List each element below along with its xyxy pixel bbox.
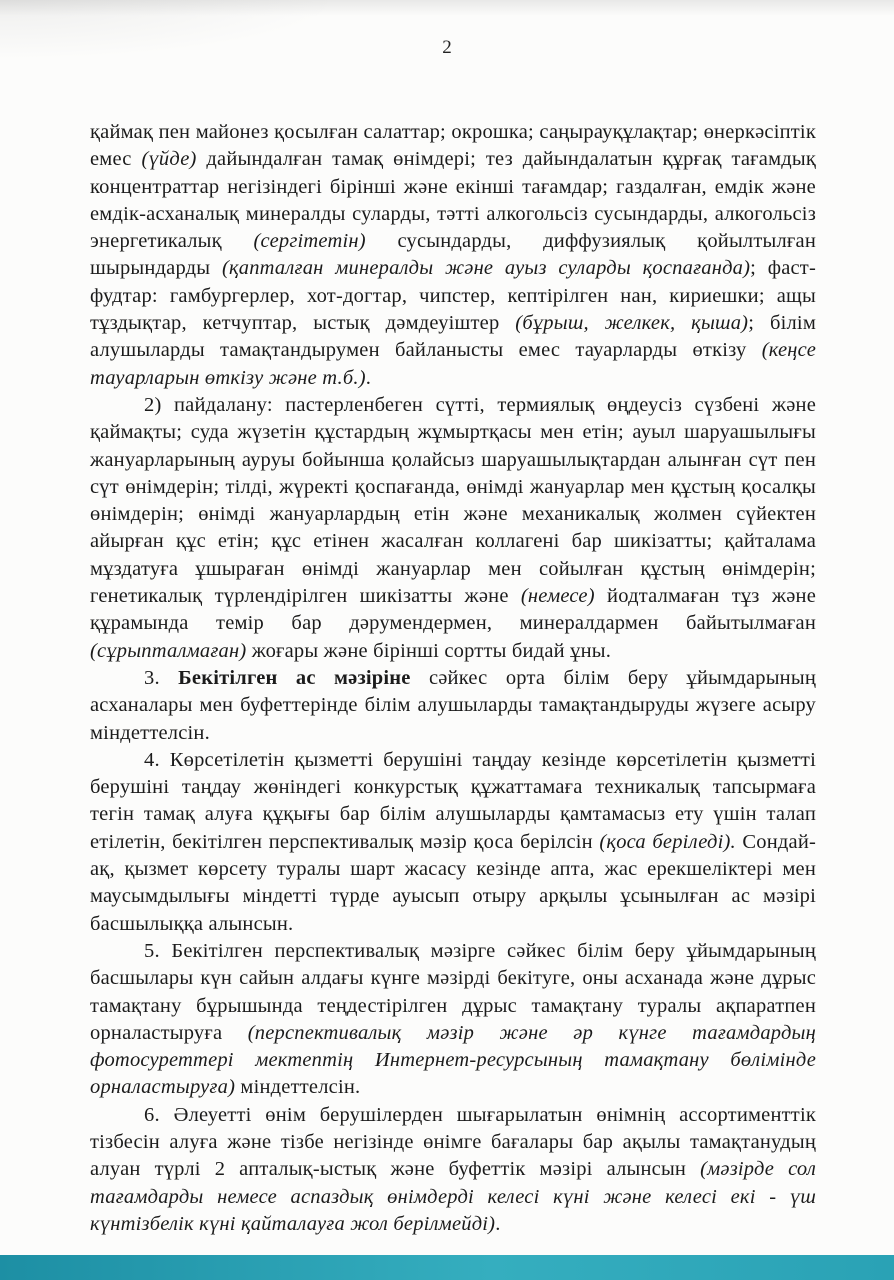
text-run: (қапталған минералды және ауыз суларды қоспағанда) bbox=[221, 257, 751, 280]
text-run: йодталмаған тұз және құрамында темір бар дәрумендермен, минералдармен байытылмаған bbox=[90, 585, 816, 635]
paragraph bbox=[90, 1102, 816, 1238]
text-run: 2) пайдалану: пастерленбеген сүтті, термиялық өңдеусіз сүзбені және қаймақты; суда жүзетін құстардың жұмыртқасы мен етін; ауыл шаруашылығы жануарларының ауруы бойынша қолайсыз шаруашылықтардан алынған сүт пен сүт өнімдерін; тілді, жүректі қоспағанда, өнімді жануарлар мен құстың қосалқы өнімдерін; өнімді жануарлардың етін және механикалық жолмен сүйектен айырған құс етін; құс етінен жасалған коллагені бар шикізатты; қайталама мұздатуға ұшыраған өнімді жануарлар мен сойылған құстың өнімдерін; генетикалық түрлендірілген шикізатты және bbox=[90, 393, 816, 608]
text-run: (кеңсе тауарларын өткізу және т.б.) bbox=[90, 339, 816, 389]
text-run: ; фаст-фудтар: гамбургерлер, хот-догтар, чипстер, кептірілген нан, кириешки; ащы тұздықтар, кетчуптар, ыстық дәмдеуіштер bbox=[90, 257, 816, 335]
text-run: міндеттелсін. bbox=[235, 1076, 361, 1099]
text-run: дайындалған тамақ өнімдері; тез дайындалатын құрғақ тағамдық концентраттар негізіндегі бірінші және екінші тағамдар; газдалған, емдік және емдік-асханалық минералды суларды, тәтті алкогольсіз сусындарды, алкогольсіз энергетикалық bbox=[90, 148, 817, 253]
text-run: (қоса беріледі). bbox=[599, 830, 736, 853]
paragraph bbox=[90, 119, 816, 392]
text-run: сусындарды, диффузиялық қойылтылған шырындарды bbox=[90, 230, 816, 280]
text-run: Сондай-ақ, қызмет көрсету туралы шарт жасасу кезінде апта, жас ерекшеліктері мен маусымдылығы міндетті түрде ауысып отыру арқылы ұсынылған ас мәзірі басшылыққа алынсын. bbox=[90, 830, 817, 935]
text-run: 6. Әлеуетті өнім берушілерден шығарылатын өнімнің ассортименттік тізбесін алуға және тізбе негізінде өнімге бағалары бар ақылы тамақтанудың алуан түрлі 2 апталық-ыстық және буфеттік мәзірі алынсын bbox=[90, 1103, 816, 1181]
paragraph bbox=[90, 392, 816, 665]
text-run: . bbox=[495, 1212, 501, 1235]
text-run: (мәзірде сол тағамдарды немесе аспаздық өнімдерді келесі күні және келесі екі - үш күнтізбелік күні қайталауға жол берілмейді) bbox=[90, 1158, 816, 1235]
paragraph bbox=[90, 747, 816, 938]
text-run: (перспективалық мәзір және әр күнге тағамдардың фотосуреттері мектептің Интернет-ресурсының тамақтану бөлімінде орналастыруға) bbox=[90, 1021, 816, 1099]
text-run: ; білім алушыларды тамақтандырумен байланысты емес тауарларды өткізу bbox=[90, 312, 816, 362]
paragraph bbox=[90, 665, 816, 747]
text-run: (сергітетін) bbox=[253, 230, 366, 253]
text-run: қаймақ пен майонез қосылған салаттар; окрошка; саңырауқұлақтар; өнеркәсіптік емес bbox=[90, 121, 816, 171]
text-run: . bbox=[365, 366, 372, 389]
page-number: 2 bbox=[442, 37, 452, 58]
text-run: 3. bbox=[144, 666, 179, 689]
scan-footer-bar bbox=[0, 1255, 894, 1280]
text-run: 5. Бекітілген перспективалық мәзірге сәйкес білім беру ұйымдарының басшылары күн сайын алдағы күнге мәзірді бекітуге, оны асханада және дұрыс тамақтану бұрышында теңдестірілген дұрыс тамақтану туралы ақпаратпен орналастыруға bbox=[90, 939, 816, 1044]
text-run: (бұрыш, желкек, қыша) bbox=[515, 312, 749, 335]
paragraph bbox=[90, 938, 816, 1102]
text-run: сәйкес орта білім беру ұйымдарының асханалары мен буфеттерінде білім алушыларды тамақтандыруды жүзеге асыру міндеттелсін. bbox=[90, 666, 816, 744]
text-run: Бекітілген ас мәзіріне bbox=[178, 666, 411, 689]
text-run: (сұрыпталмаған) bbox=[90, 639, 247, 662]
text-run: 4. Көрсетілетін қызметті берушіні таңдау кезінде көрсетілетін қызметті берушіні таңдау жөніндегі конкурстық құжаттамаға техникалық тапсырмаға тегін тамақ алуға құқығы бар білім алушыларды қамтамасыз ету үшін талап етілетін, бекітілген перспективалық мәзір қоса берілсін bbox=[90, 748, 816, 853]
text-run: жоғары және бірінші сортты бидай ұны. bbox=[246, 639, 612, 662]
text-run: (үйде) bbox=[141, 148, 197, 171]
document-body bbox=[90, 119, 816, 1238]
text-run: (немесе) bbox=[520, 585, 595, 608]
